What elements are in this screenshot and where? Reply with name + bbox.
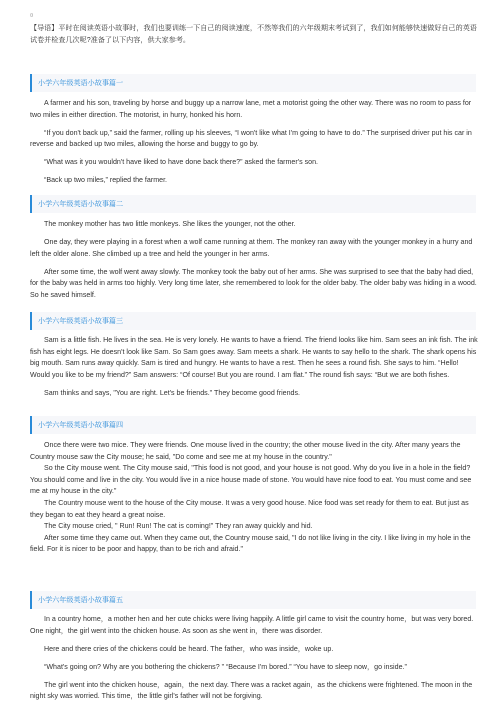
section-heading-3 <box>30 312 476 330</box>
section-body-4 <box>30 440 478 556</box>
story-paragraph: A farmer and his son, traveling by horse and buggy up a narrow lane, met a motorist going the other way. There was no room to pass for two miles in either direction. The motorist, in hurry, honked his horn. <box>30 99 472 119</box>
section-heading-5 <box>30 591 476 609</box>
section-body-3 <box>30 335 478 406</box>
story-paragraph: Here and there cries of the chickens could be heard. The father，who was inside，woke up. <box>44 644 334 653</box>
story-paragraph: The Country mouse went to the house of the City mouse. It was a very good house. Nice food was set ready for them to eat. But just as they began to eat they heard a great noise. <box>30 498 469 519</box>
story-paragraph: Sam thinks and says, "You are right. Let's be friends." They become good friends. <box>44 388 300 397</box>
section-heading-1 <box>30 74 476 92</box>
section-body-5 <box>30 614 478 710</box>
intro-paragraph: 【导语】平时在阅读英语小故事时，我们也要训练一下自己的阅读速度，不然等我们的六年级期末考试到了，我们如何能够快速做好自己的英语试卷并检查几次呢?准备了以下内容，供大家参考。 <box>30 24 477 44</box>
story-paragraph: The City mouse cried, " Run! Run! The cat is coming!" They ran away quickly and hid. <box>44 522 313 531</box>
story-paragraph: “What was it you wouldn't have liked to have done back there?” asked the farmer's son. <box>44 158 318 167</box>
section-heading-4 <box>30 416 476 434</box>
section-title-1: 小学六年级英语小故事篇一 <box>38 79 124 87</box>
story-paragraph: “If you don't back up,” said the farmer, rolling up his sleeves, “I won't like what I'm going to have to do.” The surprised driver put his car in reverse and backed up two miles, allowing the horse and buggy to go by. <box>30 128 472 149</box>
section-body-2 <box>30 219 478 308</box>
story-paragraph: In a country home，a mother hen and her cute chicks were living happily. A little girl came to visit the country home，but was very bored. One night，the girl went into the chicken house. As soon as she went in，there was disorder. <box>30 615 474 635</box>
section-title-3: 小学六年级英语小故事篇三 <box>38 317 124 325</box>
page-marker: ¤ <box>30 13 34 19</box>
story-paragraph: After some time they came out. When they came out, the Country mouse said, "I do not like living in the city. I like living in my hole in the field. For it is nicer to be poor and happy, than to be rich and afraid." <box>30 533 471 554</box>
story-paragraph: The monkey mother has two little monkeys. She likes the younger, not the other. <box>44 220 296 228</box>
story-paragraph: After some time, the wolf went away slowly. The monkey took the baby out of her arms. She was surprised to see that the baby had died, for the baby was held in arms too highly. Very long time later, she remembered to look for the older baby. The older baby was hiding in a wood. So he saved himself. <box>30 267 477 299</box>
section-heading-2 <box>30 195 476 213</box>
story-paragraph: “Back up two miles,” replied the farmer. <box>44 176 168 185</box>
section-title-4: 小学六年级英语小故事篇四 <box>38 421 124 429</box>
section-title-5: 小学六年级英语小故事篇五 <box>38 596 124 604</box>
story-paragraph: One day, they were playing in a forest when a wolf came running at them. The monkey ran away with the younger monkey in a hurry and left the older alone. She climbed up a tree and held the younger in her arms. <box>30 238 473 258</box>
story-paragraph: The girl went into the chicken house，again，the next day. There was a racket again，as the chickens were frightened. The moon in the night sky was worried. This time，the little girl's father will not be forgiving. <box>30 680 473 701</box>
section-body-1 <box>30 98 478 194</box>
story-paragraph: So the City mouse went. The City mouse said, "This food is not good, and your house is not good. Why do you live in a hole in the field? You should come and live in the city. You would live in a nice house made of stone. You would have nice food to eat. You must come and see me at my house in the city." <box>30 464 472 496</box>
story-paragraph: Sam is a little fish. He lives in the sea. He is very lonely. He wants to have a friend. The friend looks like him. Sam sees an ink fish. The ink fish has eight legs. He doesn't look like Sam. So Sam goes away. Sam meets a shark. He wants to say hello to the shark. The shark opens his big mouth. Sam runs away quickly. Sam is tired and hungry. He wants to have a rest. Then he sees a round fish. She says to him. “Hello! Would you like to be my friend?” Sam answers: “Of course! But you are round. I am flat.” The round fish says: “But we are both fishes. <box>30 336 478 379</box>
story-paragraph: Once there were two mice. They were friends. One mouse lived in the country; the other mouse lived in the city. After many years the Country mouse saw the City mouse; he said, "Do come and see me at my house in the country." <box>30 441 461 461</box>
story-paragraph: “What's going on? Why are you bothering the chickens? ” “Because I'm bored.” “You have to sleep now，go inside.” <box>44 662 407 671</box>
section-title-2: 小学六年级英语小故事篇二 <box>38 200 124 208</box>
